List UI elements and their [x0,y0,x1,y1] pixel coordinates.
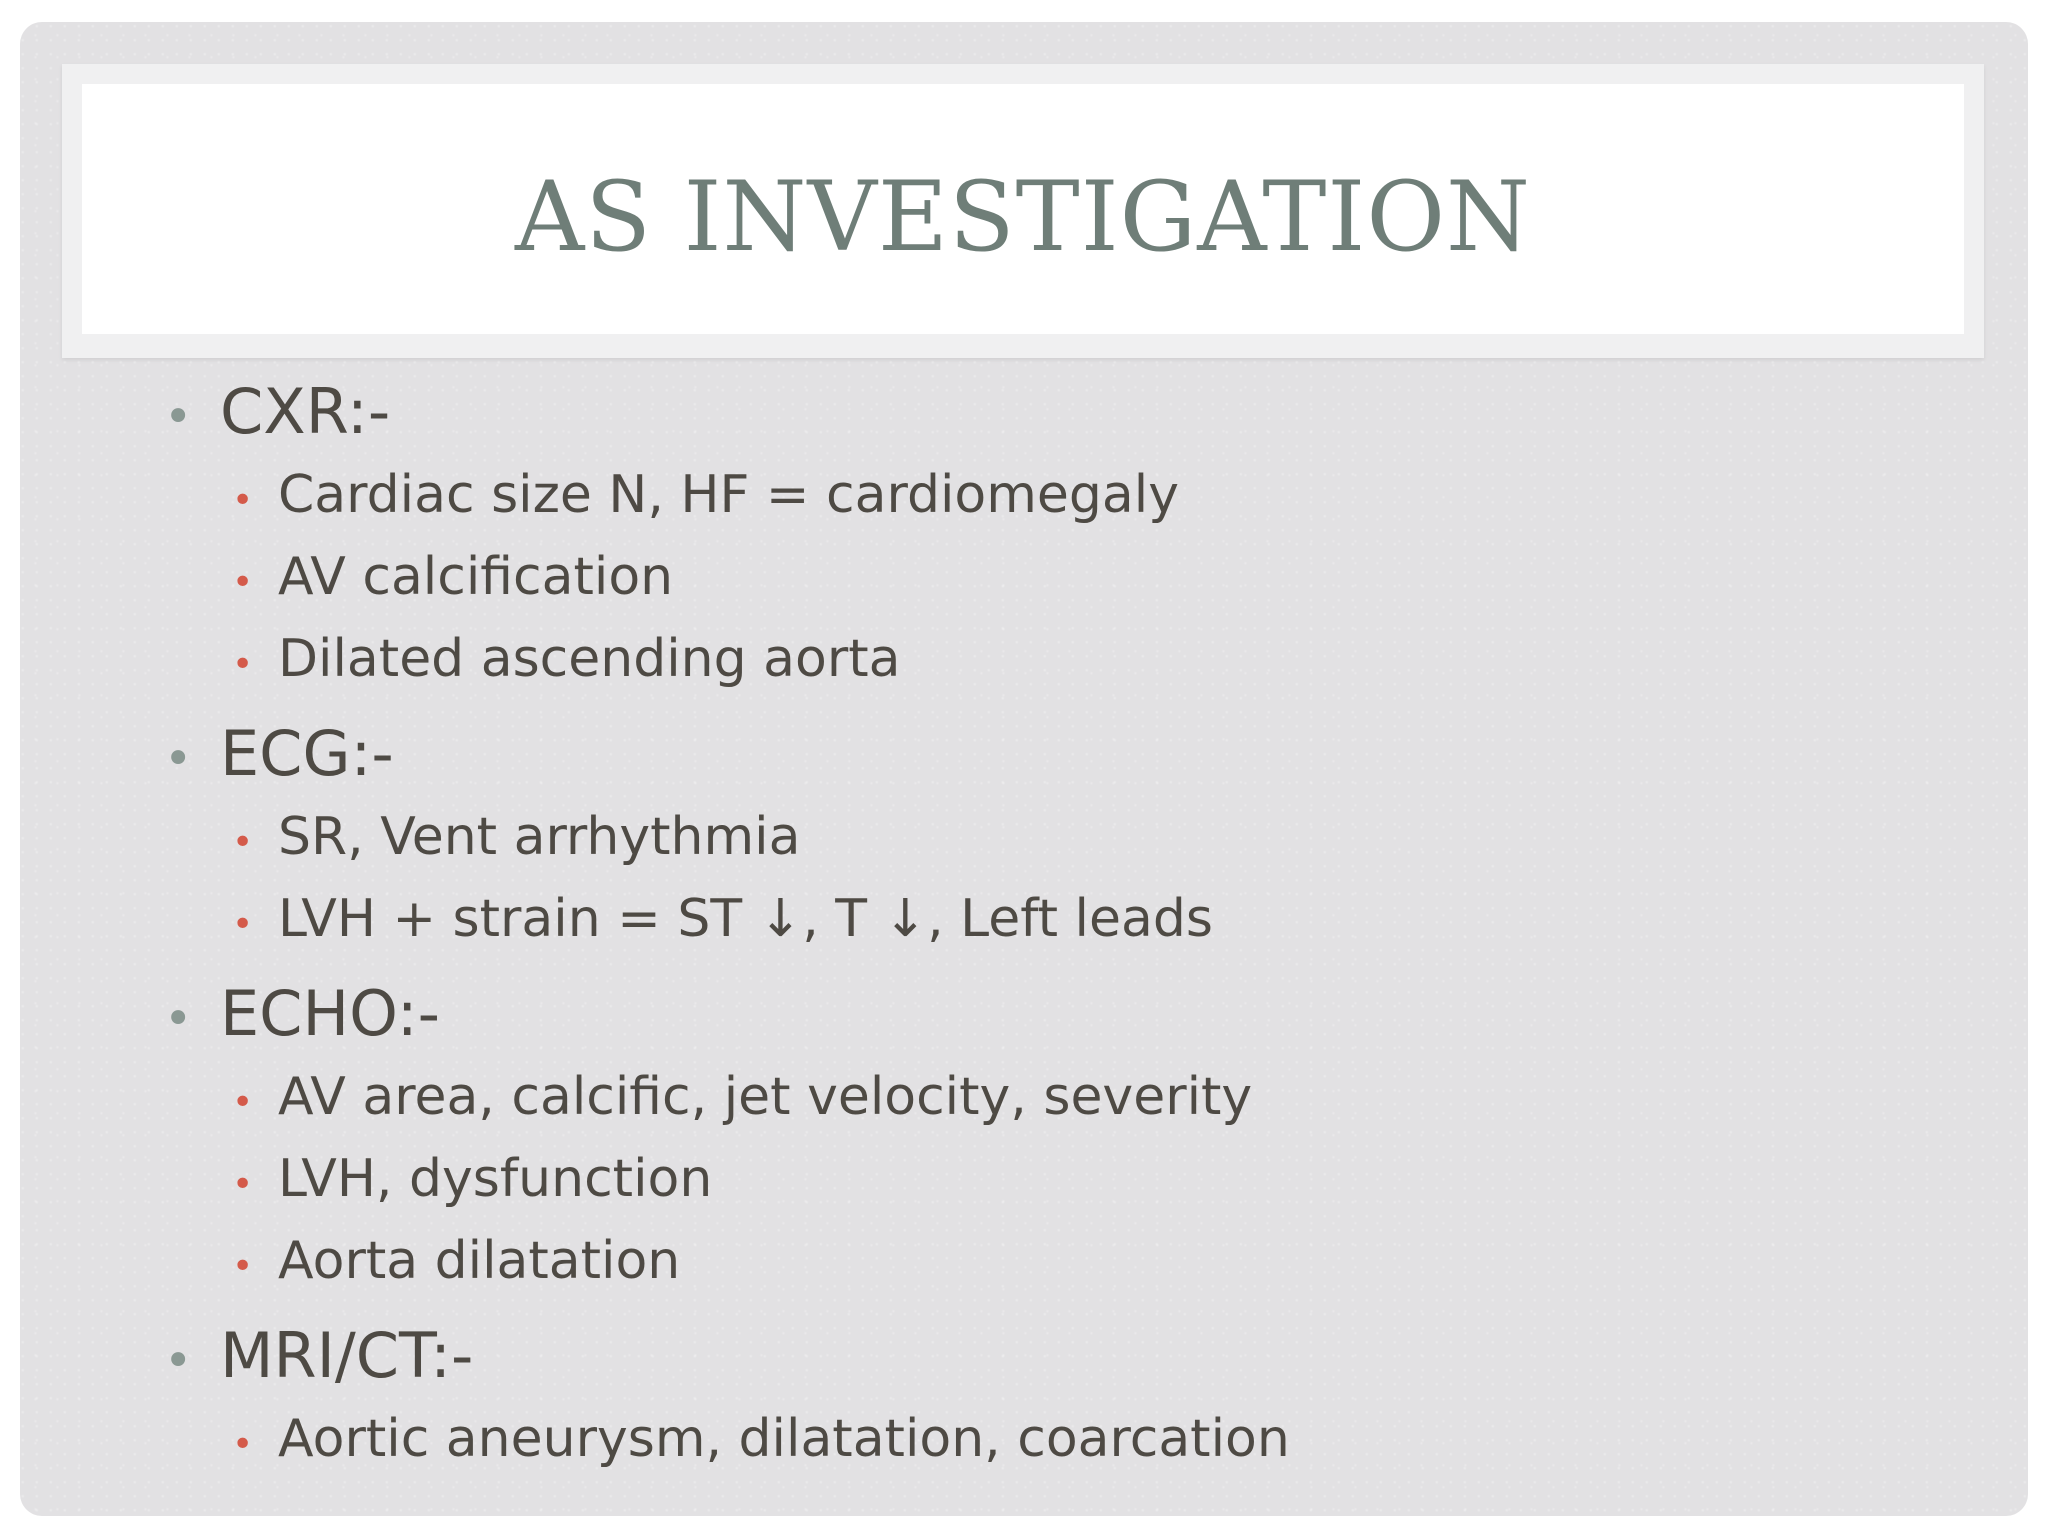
bullet-dot-icon: • [164,731,193,787]
list-item-text: Cardiac size N, HF = cardiomegaly [278,465,1179,525]
list-item [150,536,1950,618]
list-item [150,1220,1950,1302]
list-item [150,1398,1950,1480]
bullet-dot-icon: • [164,991,193,1047]
bullet-dot-icon: • [232,480,254,521]
spacer [150,700,1950,714]
spacer [150,960,1950,974]
bullet-dot-icon: • [164,1333,193,1389]
section-cxr [150,372,1950,700]
list-item [150,714,1950,794]
list-item [150,974,1950,1054]
bullet-dot-icon: • [232,1246,254,1287]
section-heading: ECG:- [220,717,394,790]
bullet-dot-icon: • [232,904,254,945]
section-heading: MRI/CT:- [220,1319,474,1392]
title-frame [62,64,1984,358]
section-heading: ECHO:- [220,977,441,1050]
list-item [150,372,1950,452]
list-item-text: AV calcification [278,547,674,607]
list-item-text: Dilated ascending aorta [278,629,901,689]
bullet-dot-icon: • [232,822,254,863]
slide [20,22,2028,1516]
list-item-text: Aorta dilatation [278,1231,681,1291]
bullet-dot-icon: • [232,1424,254,1465]
bullet-content [150,372,1950,1480]
list-item [150,878,1950,960]
list-item-text: LVH + strain = ST ↓, T ↓, Left leads [278,889,1213,949]
section-heading: CXR:- [220,375,391,448]
title-box [82,84,1964,334]
section-echo [150,974,1950,1302]
list-item [150,1138,1950,1220]
slide-title: AS INVESTIGATION [514,161,1532,273]
bullet-dot-icon: • [232,562,254,603]
bullet-dot-icon: • [232,644,254,685]
list-item [150,1316,1950,1396]
section-ecg [150,714,1950,960]
bullet-dot-icon: • [232,1082,254,1123]
section-mri-ct [150,1316,1950,1480]
list-item [150,618,1950,700]
list-item-text: LVH, dysfunction [278,1149,713,1209]
list-item-text: AV area, calcific, jet velocity, severity [278,1067,1253,1127]
list-item-text: SR, Vent arrhythmia [278,807,801,867]
list-item [150,454,1950,536]
bullet-dot-icon: • [232,1164,254,1205]
list-item-text: Aortic aneurysm, dilatation, coarcation [278,1409,1290,1469]
bullet-dot-icon: • [164,389,193,445]
spacer [150,1302,1950,1316]
list-item [150,796,1950,878]
list-item [150,1056,1950,1138]
